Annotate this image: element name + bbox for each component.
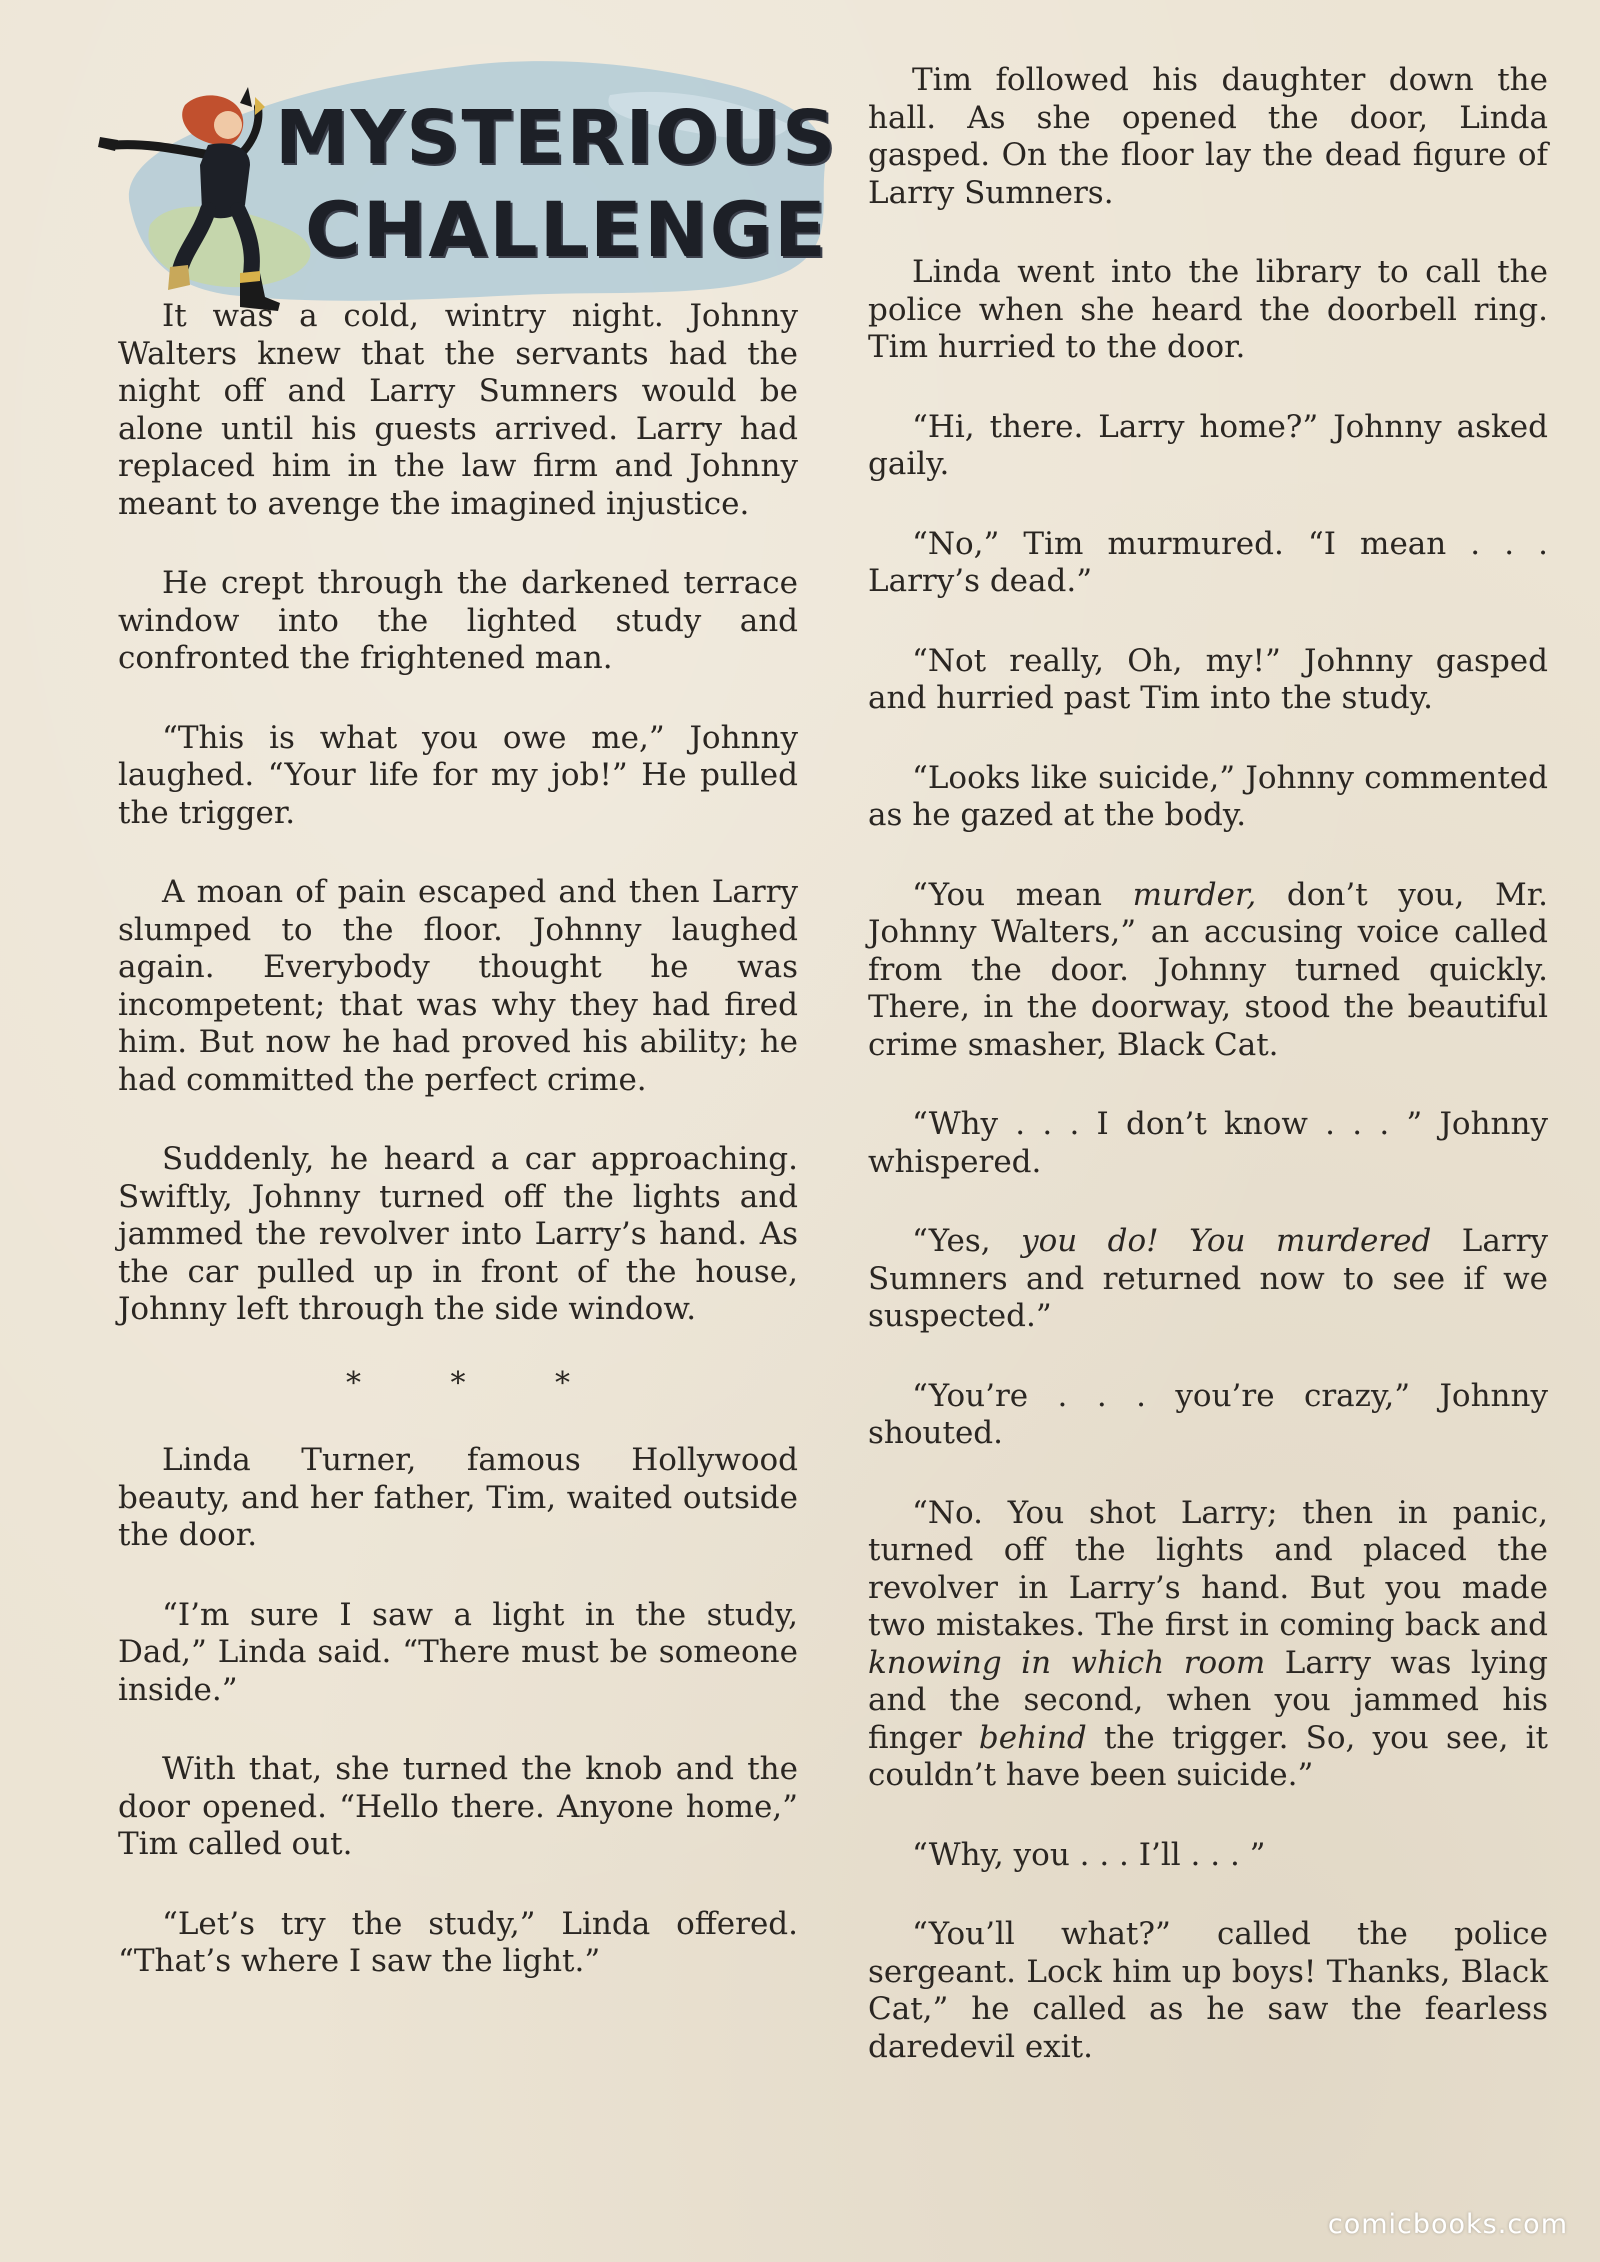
paragraph: Linda went into the library to call the police when she heard the doorbell ring. Tim hurried to the door.: [868, 254, 1548, 365]
paragraph: A moan of pain escaped and then Larry slumped to the floor. Johnny laughed again. Everybody thought he was incompetent; that was why they had fired him. But now he had proved his ability; he had committed the perfect crime.: [118, 874, 798, 1098]
emphasis: behind: [978, 1719, 1087, 1756]
paragraph: “I’m sure I saw a light in the study, Dad,” Linda said. “There must be someone inside.”: [118, 1596, 798, 1708]
paragraph: “Why . . . I don’t know . . . ” Johnny whispered.: [868, 1106, 1548, 1180]
emphasis: you do! You murdered: [1021, 1223, 1432, 1259]
paragraph: “Not really, Oh, my!” Johnny gasped and hurried past Tim into the study.: [868, 642, 1548, 716]
paragraph: [868, 1495, 1548, 1795]
title-line-1: MYSTERIOUS: [275, 95, 838, 181]
text-run: “No. You shot Larry; then in panic, turned off the lights and placed the revolver in Larry’s hand. But you made two mistakes. The first in coming back and: [868, 1494, 1548, 1643]
emphasis: murder,: [1132, 876, 1257, 913]
text-run: the trigger. So, you see, it couldn’t have been suicide.”: [868, 1719, 1549, 1793]
paragraph: Tim followed his daughter down the hall. As she opened the door, Linda gasped. On the floor lay the dead figure of Larry Sumners.: [868, 62, 1548, 211]
paragraph: It was a cold, wintry night. Johnny Walters knew that the servants had the night off and Larry Sumners would be alone until his guests arrived. Larry had replaced him in the law firm and Johnny meant to avenge the imagined injustice.: [118, 298, 798, 522]
paragraph: “Looks like suicide,” Johnny commented as he gazed at the body.: [868, 759, 1548, 833]
paragraph: [868, 877, 1548, 1065]
paragraph: “Let’s try the study,” Linda offered. “That’s where I saw the light.”: [118, 1905, 798, 1979]
paragraph: Linda Turner, famous Hollywood beauty, and her father, Tim, waited outside the door.: [118, 1442, 798, 1553]
paragraph: [868, 1223, 1548, 1336]
text-run: Larry Sumners and returned now to see if we suspected.”: [868, 1223, 1549, 1334]
title-line-2: CHALLENGE: [305, 185, 828, 274]
emphasis: knowing in which room: [868, 1644, 1266, 1681]
paragraph: “You’re . . . you’re crazy,” Johnny shouted.: [868, 1377, 1548, 1451]
paragraph: “Hi, there. Larry home?” Johnny asked gaily.: [868, 408, 1548, 482]
watermark: comicbooks.com: [1327, 2209, 1568, 2240]
paragraph: “This is what you owe me,” Johnny laughed. “Your life for my job!” He pulled the trigger.: [118, 719, 798, 831]
text-run: don’t you, Mr. Johnny Walters,” an accusing voice called from the door. Johnny turned quickly. There, in the doorway, stood the beautiful crime smasher, Black Cat.: [868, 876, 1548, 1063]
text-run: “Yes,: [912, 1223, 1022, 1259]
paragraph: Suddenly, he heard a car approaching. Swiftly, Johnny turned off the lights and jammed the revolver into Larry’s hand. As the car pulled up in front of the house, Johnny left through the side window.: [118, 1141, 798, 1327]
section-separator: * * *: [345, 1365, 611, 1401]
paragraph: With that, she turned the knob and the door opened. “Hello there. Anyone home,” Tim called out.: [118, 1751, 798, 1862]
paragraph: “You’ll what?” called the police sergeant. Lock him up boys! Thanks, Black Cat,” he called as he saw the fearless daredevil exit.: [868, 1916, 1548, 2065]
left-column: [118, 298, 798, 2023]
title-block: [90, 55, 850, 305]
paragraph: He crept through the darkened terrace window into the lighted study and confronted the frightened man.: [118, 565, 798, 676]
paragraph: “Why, you . . . I’ll . . . ”: [912, 1836, 1266, 1873]
text-run: “You mean: [912, 876, 1133, 913]
paragraph: “No,” Tim murmured. “I mean . . . Larry’s dead.”: [868, 525, 1548, 599]
text-run: Larry was lying and the second, when you jammed his finger: [868, 1644, 1548, 1756]
right-column: [868, 62, 1548, 2108]
